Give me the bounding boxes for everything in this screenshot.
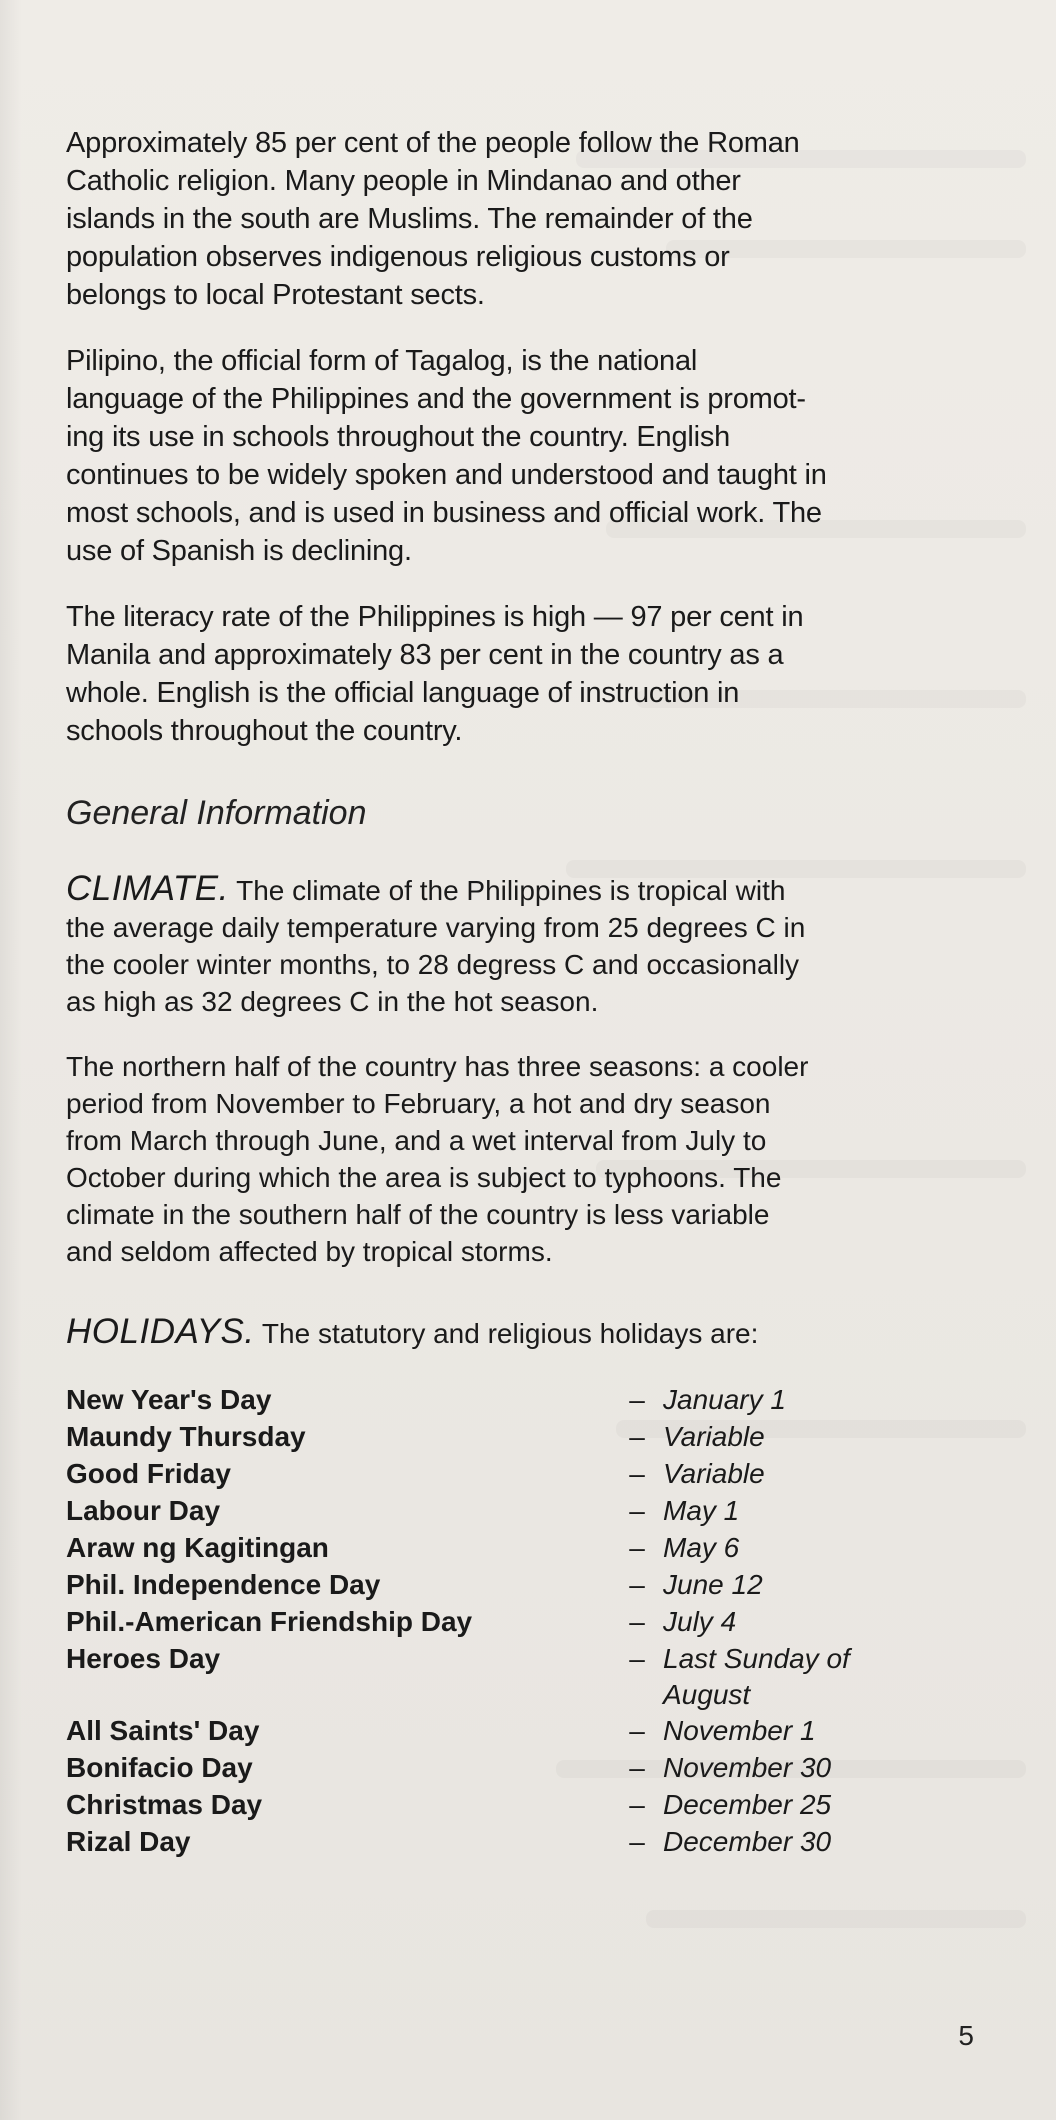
holiday-dash: – — [629, 1532, 645, 1563]
holiday-date: May 6 — [663, 1532, 740, 1563]
holiday-date: December 25 — [663, 1789, 832, 1820]
holiday-date: January 1 — [663, 1384, 786, 1415]
holiday-row — [66, 1382, 966, 1419]
holiday-name: Christmas Day — [66, 1789, 263, 1820]
holiday-row — [66, 1456, 966, 1493]
holiday-name: Phil. Independence Day — [66, 1569, 381, 1600]
holiday-date: June 12 — [663, 1569, 763, 1600]
holiday-date: November 1 — [663, 1715, 816, 1746]
holiday-dash: – — [629, 1826, 645, 1857]
holiday-row — [66, 1567, 966, 1604]
holiday-dash: – — [629, 1752, 645, 1783]
holiday-name: Bonifacio Day — [66, 1752, 253, 1783]
religion-paragraph: Approximately 85 per cent of the people follow the Roman Catholic religion. Many people in Mindanao and other islands in the south are Muslims. The remainder of the population observes indigenous religious customs or belongs to local Protestant sects. — [66, 127, 800, 311]
holiday-row — [66, 1787, 966, 1824]
holiday-date: December 30 — [663, 1826, 832, 1857]
page-content — [66, 124, 986, 1861]
holiday-date: Variable — [663, 1458, 765, 1489]
holiday-name: Good Friday — [66, 1458, 231, 1489]
ghost-line — [646, 1910, 1026, 1928]
holiday-name: Heroes Day — [66, 1643, 221, 1674]
holiday-dash: – — [629, 1458, 645, 1489]
holiday-row — [66, 1493, 966, 1530]
holidays-intro — [66, 1312, 986, 1352]
climate-paragraph-1-text: The climate of the Philippines is tropical with the average daily temperature varying from 25 degrees C in the cooler winter months, to 28 degress C and occasionally as high as 32 degrees C in the hot season. — [66, 875, 806, 1017]
holiday-name: New Year's Day — [66, 1384, 272, 1415]
holiday-name: Araw ng Kagitingan — [66, 1532, 329, 1563]
holidays-heading: HOLIDAYS. — [66, 1312, 255, 1351]
climate-section — [66, 870, 986, 1270]
climate-paragraph-2: The northern half of the country has three seasons: a cooler period from November to February, a hot and dry season from March through June, and a wet interval from July to October during which the area is subject to typhoons. The climate in the southern half of the country is less variable and seldom affected by tropical storms. — [66, 1051, 809, 1267]
climate-paragraph-1 — [66, 870, 986, 1020]
holiday-name: Labour Day — [66, 1495, 221, 1526]
holiday-dash: – — [629, 1606, 645, 1637]
holiday-list — [66, 1382, 966, 1861]
holiday-date: Last Sunday of August — [663, 1643, 850, 1710]
holidays-intro-text: The statutory and religious holidays are: — [254, 1318, 759, 1349]
holiday-name: Rizal Day — [66, 1826, 191, 1857]
literacy-paragraph: The literacy rate of the Philippines is high — 97 per cent in Manila and approximately 83 per cent in the country as a whole. English is the official language of instruction in schools throughout the country. — [66, 601, 804, 747]
holiday-row — [66, 1641, 966, 1713]
holiday-dash: – — [629, 1384, 645, 1415]
holiday-dash: – — [629, 1715, 645, 1746]
holiday-row — [66, 1824, 966, 1861]
holiday-name: Maundy Thursday — [66, 1421, 306, 1452]
holiday-dash: – — [629, 1421, 645, 1452]
holiday-date: Variable — [663, 1421, 765, 1452]
holiday-date: November 30 — [663, 1752, 832, 1783]
holiday-row — [66, 1604, 966, 1641]
holiday-date: July 4 — [663, 1606, 737, 1637]
holiday-dash: – — [629, 1569, 645, 1600]
climate-heading: CLIMATE. — [66, 869, 229, 908]
holiday-row — [66, 1419, 966, 1456]
holiday-row — [66, 1713, 966, 1750]
holiday-row — [66, 1750, 966, 1787]
section-title-general-information: General Information — [66, 794, 367, 832]
holiday-date: May 1 — [663, 1495, 740, 1526]
holiday-dash: – — [629, 1643, 645, 1674]
holiday-name: Phil.-American Friendship Day — [66, 1606, 473, 1637]
holiday-name: All Saints' Day — [66, 1715, 260, 1746]
page-number: 5 — [958, 2020, 974, 2051]
holiday-dash: – — [629, 1495, 645, 1526]
holiday-row — [66, 1530, 966, 1567]
holiday-dash: – — [629, 1789, 645, 1820]
language-paragraph: Pilipino, the official form of Tagalog, is the national language of the Philippines and the government is promot- ing its use in schools throughout the country. English continues to be widely spoken and understood and taught in most schools, and is used in business and official work. The use of Spanish is declining. — [66, 345, 827, 567]
